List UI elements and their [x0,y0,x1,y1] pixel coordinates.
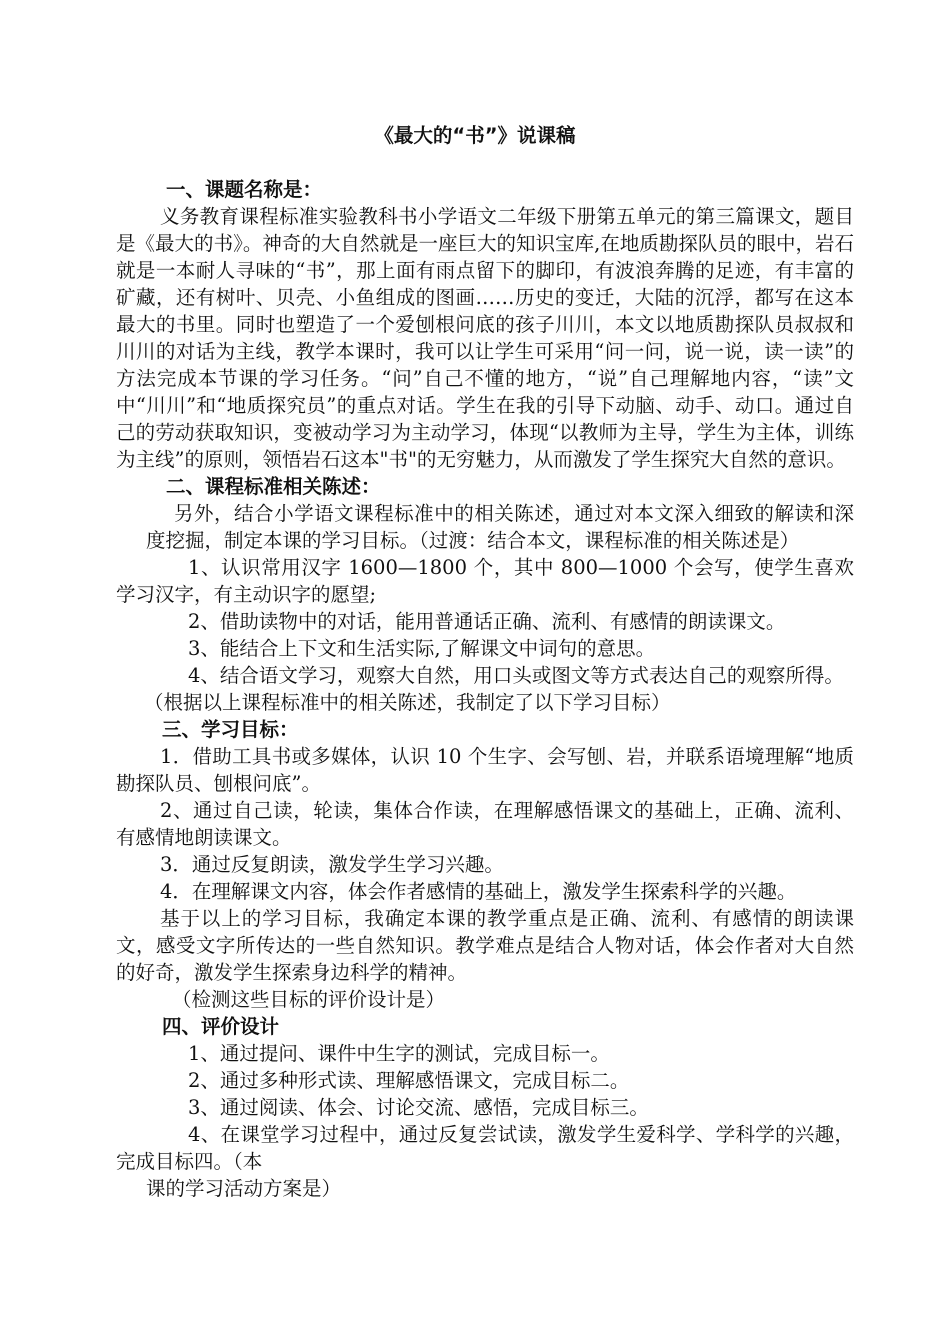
document-body [116,176,854,1202]
section-heading-evaluation: 四、评价设计 [162,1015,280,1038]
paragraph-standards-intro: 另外，结合小学语文课程标准中的相关陈述，通过对本文深入细致的解读和深度挖掘，制定本课的学习目标。（过渡：结合本文，课程标准的相关陈述是） [146,502,854,552]
standards-transition: （根据以上课程标准中的相关陈述，我制定了以下学习目标） [144,691,671,714]
standards-item-4: 4、结合语文学习，观察大自然，用口头或图文等方式表达自己的观察所得。 [188,664,844,687]
goal-item-4: 4．在理解课文内容，体会作者感情的基础上，激发学生探索科学的兴趣。 [160,880,797,903]
evaluation-tail: 课的学习活动方案是） [146,1177,342,1200]
section-heading-standards: 二、课程标准相关陈述： [166,475,381,498]
standards-item-2: 2、借助读物中的对话，能用普通话正确、流利、有感情的朗读课文。 [188,610,786,633]
goal-item-1: 1．借助工具书或多媒体，认识 10 个生字、会写刨、岩，并联系语境理解“地质勘探队员、刨根问底”。 [116,745,854,795]
section-heading-topic: 一、课题名称是： [166,178,323,201]
evaluation-item-2: 2、通过多种形式读、理解感悟课文，完成目标二。 [188,1069,630,1092]
goals-transition: （检测这些目标的评价设计是） [172,988,446,1011]
evaluation-item-4: 4、在课堂学习过程中，通过反复尝试读，激发学生爱科学、学科学的兴趣，完成目标四。（本 [116,1123,854,1173]
standards-item-1: 1、认识常用汉字 1600—1800 个，其中 800—1000 个会写，使学生喜欢学习汉字，有主动识字的愿望; [116,556,854,606]
evaluation-item-3: 3、通过阅读、体会、讨论交流、感悟，完成目标三。 [188,1096,649,1119]
section-heading-goals: 三、学习目标： [162,718,299,741]
paragraph-topic: 义务教育课程标准实验教科书小学语文二年级下册第五单元的第三篇课文，题目是《最大的书》。神奇的大自然就是一座巨大的知识宝库,在地质勘探队员的眼中，岩石就是一本耐人寻味的“书”，那上面有雨点留下的脚印，有波浪奔腾的足迹，有丰富的矿藏，还有树叶、贝壳、小鱼组成的图画……历史的变迁，大陆的沉浮，都写在这本最大的书里。同时也塑造了一个爱刨根问底的孩子川川，本文以地质勘探队员叔叔和川川的对话为主线，教学本课时，我可以让学生可采用“问一问，说一说，读一读”的方法完成本节课的学习任务。“问”自己不懂的地方，“说”自己理解地内容，“读”文中“川川”和“地质探究员”的重点对话。学生在我的引导下动脑、动手、动口。通过自己的劳动获取知识，变被动学习为主动学习，体现“以教师为主导，学生为主体，训练为主线”的原则，领悟岩石这本"书"的无穷魅力，从而激发了学生探究大自然的意识。 [116,205,854,471]
goal-summary: 基于以上的学习目标，我确定本课的教学重点是正确、流利、有感情的朗读课文，感受文字所传达的一些自然知识。教学难点是结合人物对话，体会作者对大自然的好奇，激发学生探索身边科学的精神。 [116,907,854,984]
goal-item-3: 3．通过反复朗读，激发学生学习兴趣。 [160,853,504,876]
goal-item-2: 2、通过自己读，轮读，集体合作读，在理解感悟课文的基础上，正确、流利、有感情地朗读课文。 [116,799,854,849]
evaluation-item-1: 1、通过提问、课件中生字的测试，完成目标一。 [188,1042,610,1065]
standards-item-3: 3、能结合上下文和生活实际,了解课文中词句的意思。 [188,637,656,660]
document-title: 《最大的“书”》说课稿 [374,124,576,147]
